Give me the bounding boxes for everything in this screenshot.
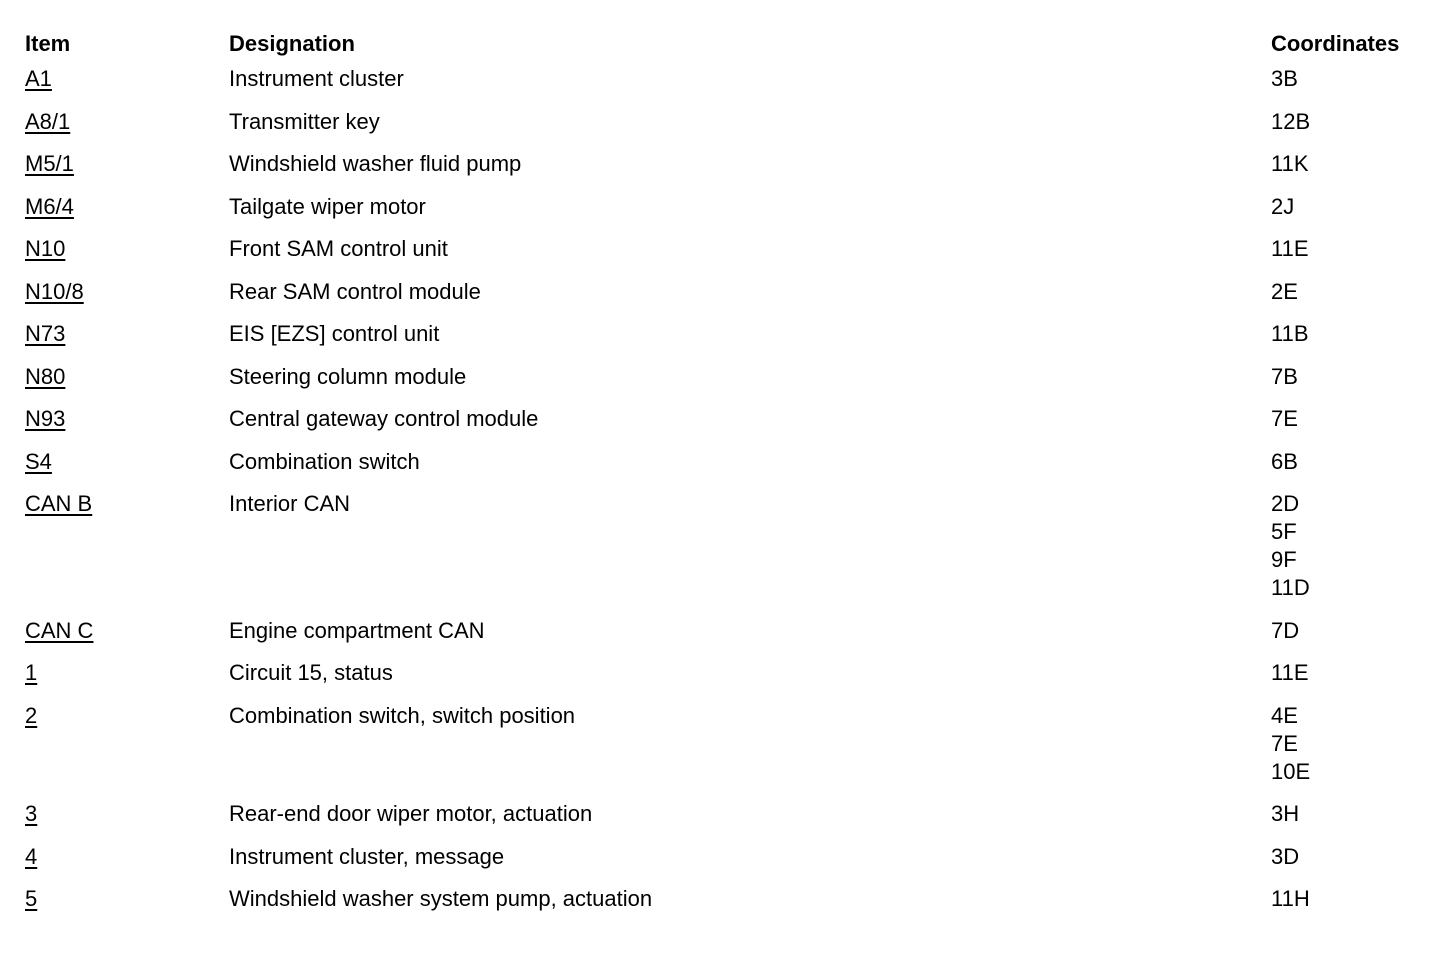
table-row xyxy=(25,652,1435,695)
item-link[interactable]: N80 xyxy=(25,363,66,389)
item-link[interactable]: A1 xyxy=(25,66,52,91)
coordinate-value: 7D xyxy=(1271,617,1300,643)
legend-table xyxy=(25,29,1435,921)
table-row xyxy=(25,186,1435,229)
coordinate-value: 11E xyxy=(1271,236,1309,261)
coordinate-value: 11K xyxy=(1271,151,1309,176)
item-link[interactable]: CAN C xyxy=(25,617,94,643)
table-row xyxy=(25,143,1435,186)
designation-text: Engine compartment CAN xyxy=(229,617,485,643)
item-link[interactable]: CAN B xyxy=(25,491,93,516)
designation-text: Tailgate wiper motor xyxy=(229,193,426,219)
designation-text: Central gateway control module xyxy=(229,406,539,431)
coordinates-cell xyxy=(1271,278,1435,306)
coordinates-cell xyxy=(1271,320,1435,348)
item-link[interactable]: N10 xyxy=(25,236,66,261)
coordinate-value: 11E xyxy=(1271,660,1309,685)
table-row xyxy=(25,836,1435,879)
coordinates-cell xyxy=(1271,885,1435,913)
designation-text: Interior CAN xyxy=(229,491,351,516)
coordinates-cell xyxy=(1271,490,1435,602)
item-link[interactable]: N73 xyxy=(25,321,66,346)
item-link[interactable]: 2 xyxy=(25,702,38,728)
table-row xyxy=(25,695,1435,794)
coordinate-value: 4E xyxy=(1271,702,1298,728)
item-link[interactable]: 1 xyxy=(25,660,38,685)
table-row xyxy=(25,58,1435,101)
designation-text: Windshield washer system pump, actuation xyxy=(229,886,653,911)
coordinate-value: 10E xyxy=(1271,758,1311,784)
designation-text: Instrument cluster xyxy=(229,66,404,91)
coordinates-cell xyxy=(1271,108,1435,136)
table-body xyxy=(25,58,1435,921)
coordinate-value: 2E xyxy=(1271,278,1298,304)
item-link[interactable]: 3 xyxy=(25,801,38,826)
table-row xyxy=(25,398,1435,441)
table-row xyxy=(25,610,1435,653)
item-link[interactable]: M5/1 xyxy=(25,151,74,176)
coordinate-value: 7E xyxy=(1271,730,1298,756)
item-link[interactable]: M6/4 xyxy=(25,193,74,219)
designation-text: Instrument cluster, message xyxy=(229,843,505,869)
table-row xyxy=(25,793,1435,836)
designation-text: Windshield washer fluid pump xyxy=(229,151,522,176)
table-header xyxy=(25,29,1435,58)
coordinate-value: 12B xyxy=(1271,108,1311,134)
coordinates-cell xyxy=(1271,235,1435,263)
item-link[interactable]: A8/1 xyxy=(25,108,71,134)
item-link[interactable]: 5 xyxy=(25,886,38,911)
coordinate-value: 3B xyxy=(1271,66,1298,91)
designation-text: Rear SAM control module xyxy=(229,278,481,304)
item-link[interactable]: 4 xyxy=(25,843,38,869)
designation-text: Combination switch, switch position xyxy=(229,702,576,728)
coordinates-cell xyxy=(1271,843,1435,871)
designation-text: Front SAM control unit xyxy=(229,236,448,261)
designation-text: Rear-end door wiper motor, actuation xyxy=(229,801,593,826)
table-row xyxy=(25,356,1435,399)
coordinate-value: 7B xyxy=(1271,363,1298,389)
item-link[interactable]: N93 xyxy=(25,406,66,431)
designation-text: Transmitter key xyxy=(229,108,380,134)
item-link[interactable]: N10/8 xyxy=(25,278,84,304)
coordinate-value: 11H xyxy=(1271,886,1310,911)
coordinates-cell xyxy=(1271,65,1435,93)
table-row xyxy=(25,313,1435,356)
table-row xyxy=(25,441,1435,484)
header-designation: Designation xyxy=(229,31,355,56)
coordinate-value: 2D xyxy=(1271,491,1300,516)
coordinate-value: 11B xyxy=(1271,321,1309,346)
header-item: Item xyxy=(25,31,71,56)
coordinate-value: 3D xyxy=(1271,843,1300,869)
designation-text: Steering column module xyxy=(229,363,467,389)
coordinates-cell xyxy=(1271,702,1435,786)
table-row xyxy=(25,878,1435,921)
coordinates-cell xyxy=(1271,150,1435,178)
coordinate-value: 5F xyxy=(1271,519,1297,544)
designation-text: EIS [EZS] control unit xyxy=(229,321,440,346)
table-row xyxy=(25,228,1435,271)
designation-text: Combination switch xyxy=(229,448,420,474)
coordinates-cell xyxy=(1271,448,1435,476)
header-coordinates: Coordinates xyxy=(1271,31,1400,56)
coordinates-cell xyxy=(1271,617,1435,645)
coordinate-value: 9F xyxy=(1271,547,1297,572)
table-row xyxy=(25,483,1435,610)
table-row xyxy=(25,101,1435,144)
coordinate-value: 7E xyxy=(1271,406,1298,431)
coordinate-value: 6B xyxy=(1271,448,1298,474)
coordinate-value: 2J xyxy=(1271,193,1295,219)
coordinate-value: 3H xyxy=(1271,801,1300,826)
coordinates-cell xyxy=(1271,405,1435,433)
item-link[interactable]: S4 xyxy=(25,448,52,474)
coordinates-cell xyxy=(1271,800,1435,828)
coordinate-value: 11D xyxy=(1271,575,1310,600)
coordinates-cell xyxy=(1271,193,1435,221)
table-row xyxy=(25,271,1435,314)
designation-text: Circuit 15, status xyxy=(229,660,393,685)
coordinates-cell xyxy=(1271,363,1435,391)
coordinates-cell xyxy=(1271,659,1435,687)
